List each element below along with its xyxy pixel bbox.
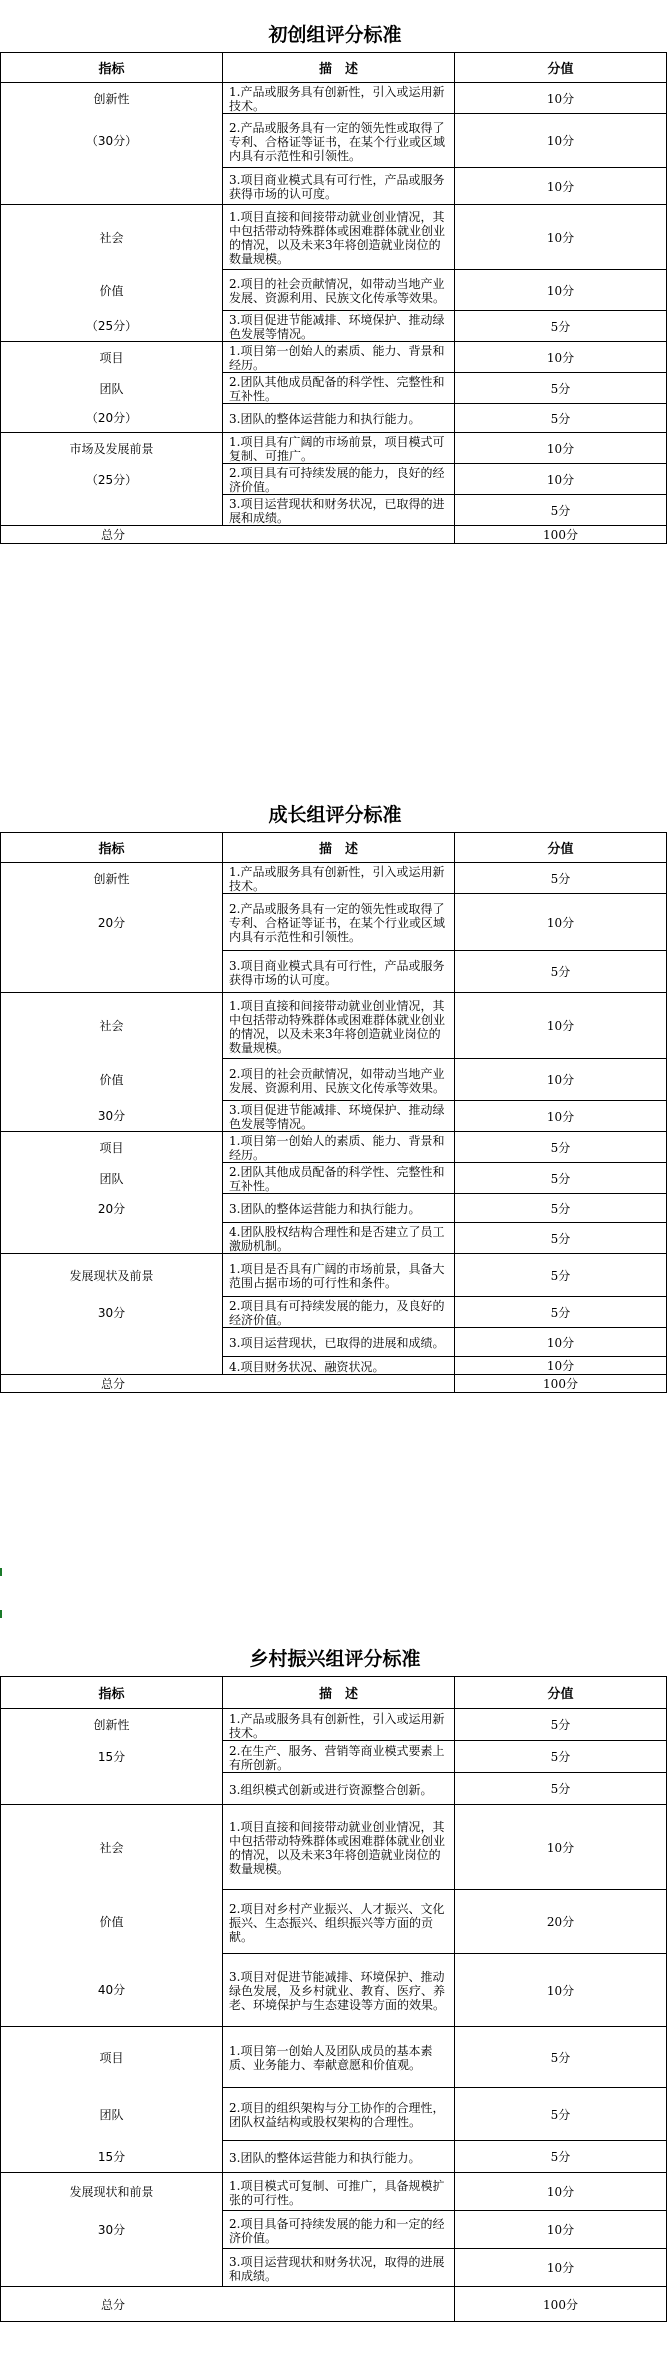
criterion-score: 10分 bbox=[455, 464, 667, 495]
indicator-label: 社会 bbox=[1, 205, 223, 270]
indicator-label: （25分） bbox=[1, 311, 223, 342]
criterion-desc: 3.团队的整体运营能力和执行能力。 bbox=[223, 2141, 455, 2173]
criterion-desc: 2.在生产、服务、营销等商业模式要素上有所创新。 bbox=[223, 1741, 455, 1773]
scoring-table bbox=[0, 832, 667, 1393]
indicator-label bbox=[1, 1328, 223, 1357]
indicator-label: 30分 bbox=[1, 1297, 223, 1328]
criterion-desc: 2.项目的组织架构与分工协作的合理性，团队权益结构或股权架构的合理性。 bbox=[223, 2088, 455, 2141]
criterion-score: 5分 bbox=[455, 1254, 667, 1297]
criterion-desc: 2.团队其他成员配备的科学性、完整性和互补性。 bbox=[223, 1163, 455, 1194]
criterion-desc: 3.项目商业模式具有可行性，产品或服务获得市场的认可度。 bbox=[223, 951, 455, 993]
indicator-label: 价值 bbox=[1, 1890, 223, 1954]
scoring-table bbox=[0, 1676, 667, 2322]
criterion-desc: 2.项目具有可持续发展的能力，及良好的经济价值。 bbox=[223, 1297, 455, 1328]
criterion-score: 5分 bbox=[455, 1741, 667, 1773]
header-desc: 描 述 bbox=[223, 833, 455, 863]
criterion-score: 5分 bbox=[455, 1132, 667, 1163]
margin-mark bbox=[0, 1610, 5, 1618]
indicator-label bbox=[1, 1223, 223, 1254]
indicator-label: 15分 bbox=[1, 2141, 223, 2173]
criterion-desc: 2.项目具备可持续发展的能力和一定的经济价值。 bbox=[223, 2211, 455, 2249]
header-score: 分值 bbox=[455, 833, 667, 863]
criterion-desc: 1.项目第一创始人及团队成员的基本素质、业务能力、奉献意愿和价值观。 bbox=[223, 2027, 455, 2088]
criterion-desc: 1.项目具有广阔的市场前景，项目模式可复制、可推广。 bbox=[223, 433, 455, 464]
criterion-score: 5分 bbox=[455, 1223, 667, 1254]
total-score: 100分 bbox=[455, 1375, 667, 1393]
criterion-score: 5分 bbox=[455, 2027, 667, 2088]
criterion-score: 10分 bbox=[455, 2249, 667, 2287]
criterion-score: 5分 bbox=[455, 495, 667, 526]
criterion-score: 5分 bbox=[455, 1709, 667, 1741]
criterion-desc: 3.团队的整体运营能力和执行能力。 bbox=[223, 404, 455, 433]
header-score: 分值 bbox=[455, 1677, 667, 1709]
indicator-label: 项目 bbox=[1, 2027, 223, 2088]
indicator-label: 社会 bbox=[1, 1805, 223, 1890]
total-score: 100分 bbox=[455, 526, 667, 544]
criterion-score: 5分 bbox=[455, 1297, 667, 1328]
total-label: 总分 bbox=[1, 1375, 455, 1393]
criterion-score: 10分 bbox=[455, 168, 667, 205]
header-desc: 描 述 bbox=[223, 1677, 455, 1709]
criterion-score: 10分 bbox=[455, 83, 667, 114]
criterion-score: 5分 bbox=[455, 863, 667, 894]
criterion-desc: 1.项目直接和间接带动就业创业情况，其中包括带动特殊群体或困难群体就业创业的情况，以及未来3年将创造就业岗位的数量规模。 bbox=[223, 205, 455, 270]
criterion-score: 10分 bbox=[455, 1954, 667, 2027]
indicator-label bbox=[1, 168, 223, 205]
total-score: 100分 bbox=[455, 2287, 667, 2322]
header-indicator: 指标 bbox=[1, 1677, 223, 1709]
criterion-score: 10分 bbox=[455, 1101, 667, 1132]
indicator-label bbox=[1, 495, 223, 526]
indicator-label: 发展现状和前景 bbox=[1, 2173, 223, 2211]
criterion-score: 5分 bbox=[455, 2141, 667, 2173]
criterion-desc: 1.项目直接和间接带动就业创业情况，其中包括带动特殊群体或困难群体就业创业的情况，以及未来3年将创造就业岗位的数量规模。 bbox=[223, 993, 455, 1059]
criterion-desc: 1.项目第一创始人的素质、能力、背景和经历。 bbox=[223, 1132, 455, 1163]
section-title: 成长组评分标准 bbox=[268, 804, 402, 826]
criterion-desc: 1.项目是否具有广阔的市场前景，具备大范围占据市场的可行性和条件。 bbox=[223, 1254, 455, 1297]
criterion-desc: 3.项目促进节能减排、环境保护、推动绿色发展等情况。 bbox=[223, 1101, 455, 1132]
criterion-desc: 1.产品或服务具有创新性，引入或运用新技术。 bbox=[223, 1709, 455, 1741]
criterion-desc: 3.项目运营现状和财务状况，取得的进展和成绩。 bbox=[223, 2249, 455, 2287]
criterion-desc: 2.产品或服务具有一定的领先性或取得了专利、合格证等证书，在某个行业或区域内具有示范性和引领性。 bbox=[223, 114, 455, 168]
header-desc: 描 述 bbox=[223, 53, 455, 83]
criterion-desc: 1.产品或服务具有创新性，引入或运用新技术。 bbox=[223, 83, 455, 114]
criterion-desc: 2.项目的社会贡献情况，如带动当地产业发展、资源利用、民族文化传承等效果。 bbox=[223, 270, 455, 311]
indicator-label: （30分） bbox=[1, 114, 223, 168]
criterion-desc: 3.项目对促进节能减排、环境保护、推动绿色发展，及乡村就业、教育、医疗、养老、环境保护与生态建设等方面的效果。 bbox=[223, 1954, 455, 2027]
criterion-score: 5分 bbox=[455, 1773, 667, 1805]
criterion-desc: 2.团队其他成员配备的科学性、完整性和互补性。 bbox=[223, 373, 455, 404]
criterion-score: 10分 bbox=[455, 1805, 667, 1890]
criterion-score: 10分 bbox=[455, 1328, 667, 1357]
indicator-label bbox=[1, 1357, 223, 1375]
criterion-desc: 2.产品或服务具有一定的领先性或取得了专利、合格证等证书，在某个行业或区域内具有示范性和引领性。 bbox=[223, 894, 455, 951]
criterion-desc: 4.项目财务状况、融资状况。 bbox=[223, 1357, 455, 1375]
criterion-score: 20分 bbox=[455, 1890, 667, 1954]
criterion-desc: 2.项目的社会贡献情况，如带动当地产业发展、资源利用、民族文化传承等效果。 bbox=[223, 1059, 455, 1101]
criterion-desc: 1.项目直接和间接带动就业创业情况，其中包括带动特殊群体或困难群体就业创业的情况，以及未来3年将创造就业岗位的数量规模。 bbox=[223, 1805, 455, 1890]
criterion-score: 5分 bbox=[455, 404, 667, 433]
criterion-desc: 1.项目模式可复制、可推广，具备规模扩张的可行性。 bbox=[223, 2173, 455, 2211]
indicator-label: 20分 bbox=[1, 894, 223, 951]
criterion-score: 5分 bbox=[455, 1194, 667, 1223]
criterion-score: 10分 bbox=[455, 894, 667, 951]
scoring-table bbox=[0, 52, 667, 544]
indicator-label: 创新性 bbox=[1, 1709, 223, 1741]
total-label: 总分 bbox=[1, 526, 455, 544]
indicator-label: 价值 bbox=[1, 1059, 223, 1101]
criterion-desc: 1.项目第一创始人的素质、能力、背景和经历。 bbox=[223, 342, 455, 373]
indicator-label: 40分 bbox=[1, 1954, 223, 2027]
criterion-score: 10分 bbox=[455, 114, 667, 168]
criterion-score: 5分 bbox=[455, 373, 667, 404]
section-title: 乡村振兴组评分标准 bbox=[249, 1648, 421, 1670]
criterion-score: 5分 bbox=[455, 951, 667, 993]
criterion-desc: 3.组织模式创新或进行资源整合创新。 bbox=[223, 1773, 455, 1805]
indicator-label: 20分 bbox=[1, 1194, 223, 1223]
indicator-label: 团队 bbox=[1, 1163, 223, 1194]
criterion-score: 5分 bbox=[455, 2088, 667, 2141]
criterion-desc: 1.产品或服务具有创新性，引入或运用新技术。 bbox=[223, 863, 455, 894]
criterion-desc: 3.项目运营现状，已取得的进展和成绩。 bbox=[223, 1328, 455, 1357]
criterion-desc: 3.团队的整体运营能力和执行能力。 bbox=[223, 1194, 455, 1223]
criterion-desc: 3.项目运营现状和财务状况，已取得的进展和成绩。 bbox=[223, 495, 455, 526]
indicator-label: 价值 bbox=[1, 270, 223, 311]
criterion-desc: 4.团队股权结构合理性和是否建立了员工激励机制。 bbox=[223, 1223, 455, 1254]
criterion-score: 10分 bbox=[455, 1357, 667, 1375]
criterion-score: 10分 bbox=[455, 342, 667, 373]
indicator-label: 项目 bbox=[1, 1132, 223, 1163]
indicator-label: 创新性 bbox=[1, 863, 223, 894]
indicator-label: 团队 bbox=[1, 373, 223, 404]
indicator-label bbox=[1, 1773, 223, 1805]
criterion-score: 5分 bbox=[455, 1163, 667, 1194]
criterion-desc: 2.项目具有可持续发展的能力，良好的经济价值。 bbox=[223, 464, 455, 495]
criterion-score: 10分 bbox=[455, 433, 667, 464]
indicator-label: 团队 bbox=[1, 2088, 223, 2141]
criterion-score: 10分 bbox=[455, 2173, 667, 2211]
indicator-label: （25分） bbox=[1, 464, 223, 495]
total-label: 总分 bbox=[1, 2287, 455, 2322]
indicator-label bbox=[1, 951, 223, 993]
criterion-score: 10分 bbox=[455, 205, 667, 270]
indicator-label: （20分） bbox=[1, 404, 223, 433]
indicator-label bbox=[1, 2249, 223, 2287]
margin-mark bbox=[0, 1568, 5, 1576]
criterion-desc: 3.项目商业模式具有可行性，产品或服务获得市场的认可度。 bbox=[223, 168, 455, 205]
criterion-score: 5分 bbox=[455, 311, 667, 342]
criterion-score: 10分 bbox=[455, 270, 667, 311]
criterion-score: 10分 bbox=[455, 2211, 667, 2249]
header-score: 分值 bbox=[455, 53, 667, 83]
criterion-desc: 3.项目促进节能减排、环境保护、推动绿色发展等情况。 bbox=[223, 311, 455, 342]
criterion-score: 10分 bbox=[455, 993, 667, 1059]
indicator-label: 市场及发展前景 bbox=[1, 433, 223, 464]
indicator-label: 15分 bbox=[1, 1741, 223, 1773]
indicator-label: 项目 bbox=[1, 342, 223, 373]
criterion-desc: 2.项目对乡村产业振兴、人才振兴、文化振兴、生态振兴、组织振兴等方面的贡献。 bbox=[223, 1890, 455, 1954]
indicator-label: 发展现状及前景 bbox=[1, 1254, 223, 1297]
criterion-score: 10分 bbox=[455, 1059, 667, 1101]
indicator-label: 社会 bbox=[1, 993, 223, 1059]
indicator-label: 30分 bbox=[1, 1101, 223, 1132]
header-indicator: 指标 bbox=[1, 53, 223, 83]
indicator-label: 创新性 bbox=[1, 83, 223, 114]
indicator-label: 30分 bbox=[1, 2211, 223, 2249]
section-title: 初创组评分标准 bbox=[268, 24, 402, 46]
header-indicator: 指标 bbox=[1, 833, 223, 863]
